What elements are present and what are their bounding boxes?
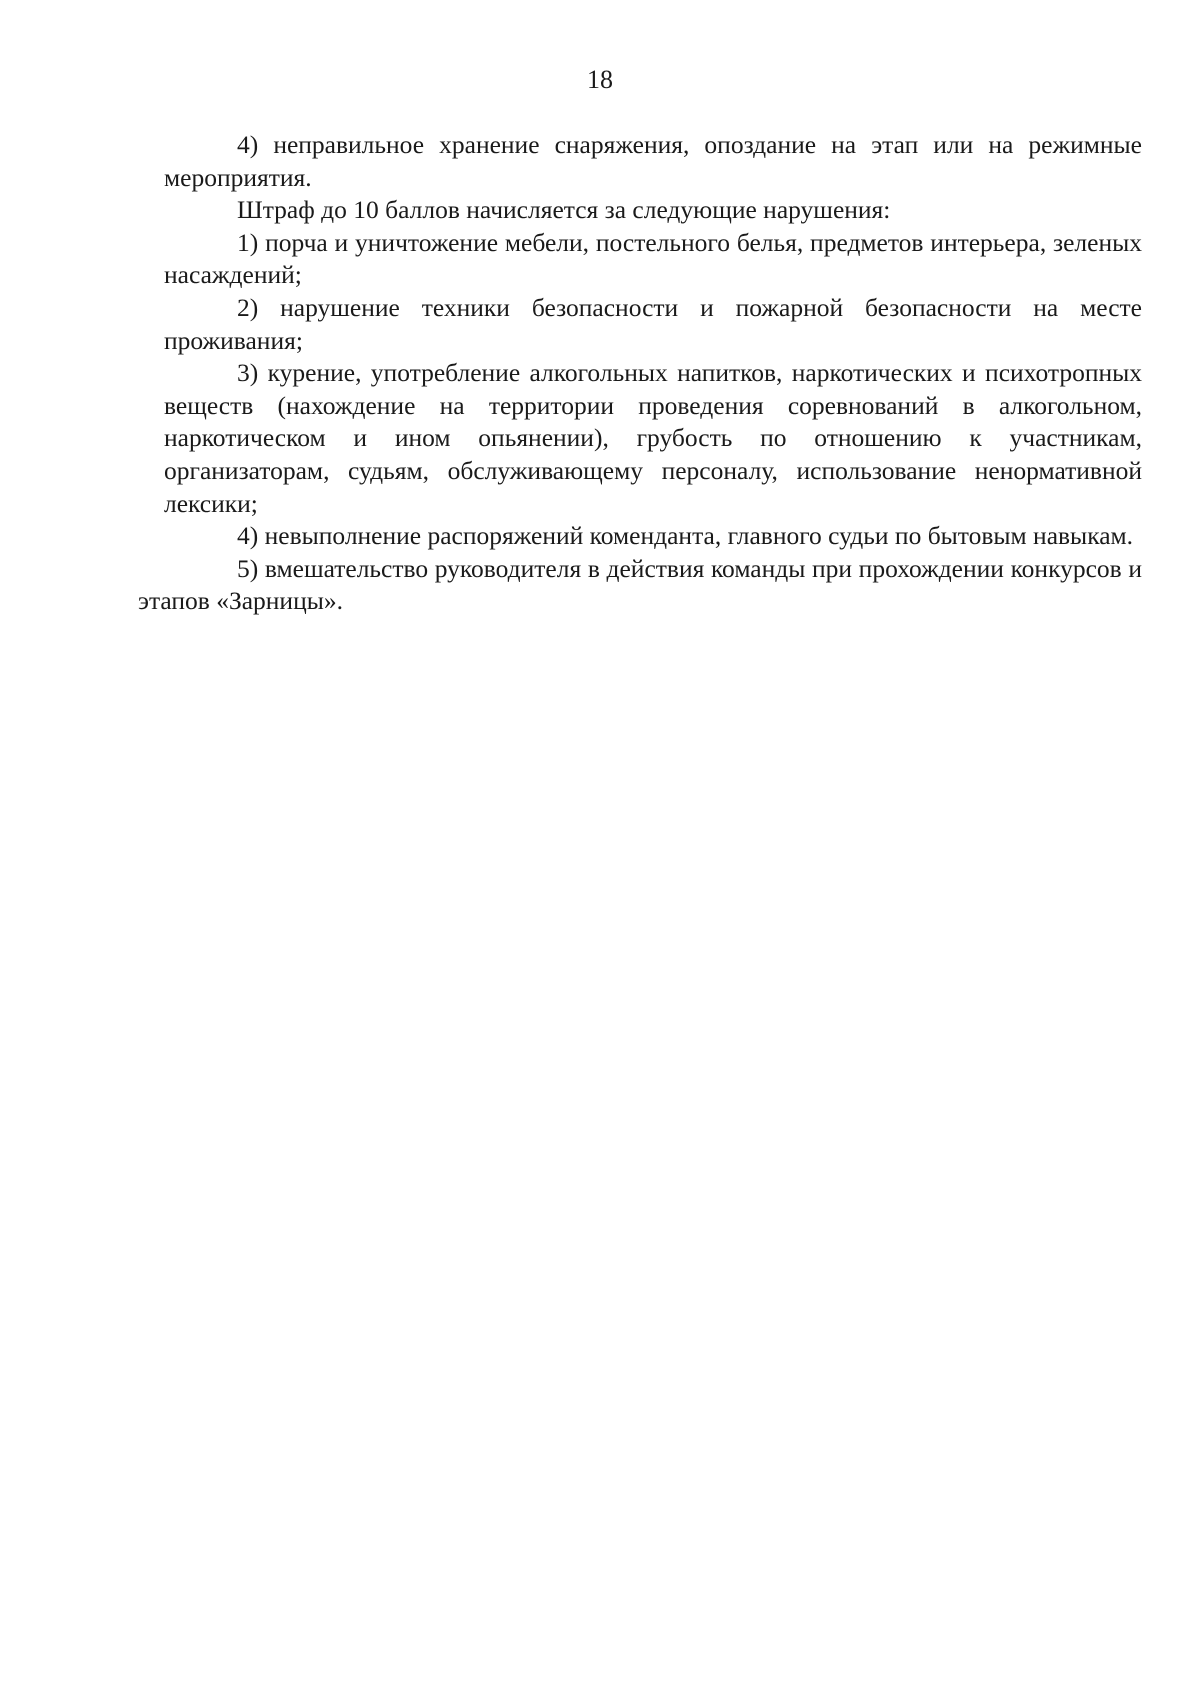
page-number: 18 — [587, 65, 613, 94]
paragraph-item-1-damage: 1) порча и уничтожение мебели, постельного белья, предметов интерьера, зеленых насаждений; — [164, 227, 1142, 290]
paragraph-item-5-interference: 5) вмешательство руководителя в действия команды при прохождении конкурсов и этапов «Зарницы». — [138, 553, 1142, 616]
paragraph-item-4-orders: 4) невыполнение распоряжений коменданта, главного судьи по бытовым навыкам. — [237, 521, 1134, 551]
paragraph-item-2-safety: 2) нарушение техники безопасности и пожарной безопасности на месте проживания; — [164, 292, 1142, 355]
paragraph-penalty-intro: Штраф до 10 баллов начисляется за следующие нарушения: — [237, 195, 891, 225]
paragraph-item-3-smoking: 3) курение, употребление алкогольных напитков, наркотических и психотропных веществ (нахождение на территории проведения соревнований в алкогольном, наркотическом и ином опьянении), грубость по отношению к участникам, организаторам, судьям, обслуживающему персоналу, использование ненормативной лексики; — [164, 358, 1142, 518]
paragraph-item-4-storage: 4) неправильное хранение снаряжения, опоздание на этап или на режимные мероприятия. — [164, 130, 1142, 192]
document-body — [138, 129, 1142, 618]
